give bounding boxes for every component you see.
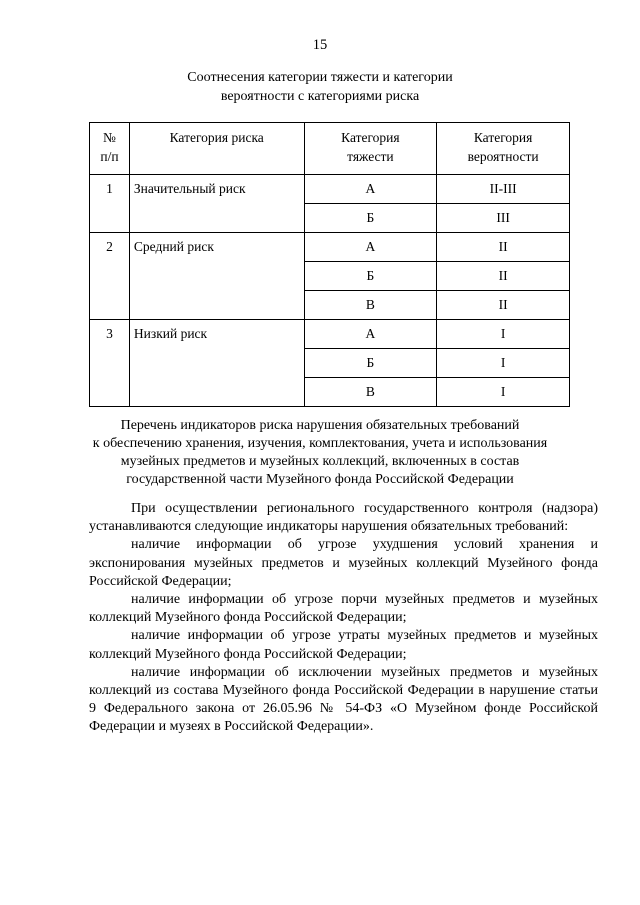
- row-severity: Б: [304, 262, 437, 291]
- indicator-paragraph: наличие информации об исключении музейных предметов и музейных коллекций из состава Музейного фонда Российской Федерации в нарушение статьи 9 Федерального закона от 26.05.96 № 54-ФЗ «О Музейном фонде Российской Федерации и музеях в Российской Федерации».: [89, 664, 598, 735]
- header-severity-line-2: тяжести: [347, 149, 394, 164]
- list-title-line-2: к обеспечению хранения, изучения, комплектования, учета и использования: [92, 436, 548, 451]
- row-probability: II: [437, 262, 570, 291]
- row-severity: Б: [304, 349, 437, 378]
- table-title: [0, 68, 640, 106]
- indicator-paragraph: наличие информации об угрозе ухудшения условий хранения и экспонирования музейных предметов и музейных коллекций Музейного фонда Российской Федерации;: [89, 537, 598, 589]
- row-severity: А: [304, 233, 437, 262]
- row-num: 1: [90, 175, 130, 233]
- row-probability: I: [437, 349, 570, 378]
- row-probability: III: [437, 204, 570, 233]
- row-severity: А: [304, 320, 437, 349]
- list-title-line-1: Перечень индикаторов риска нарушения обязательных требований: [120, 418, 520, 433]
- table-title-line-1: Соотнесения категории тяжести и категории: [187, 70, 453, 85]
- row-num: 2: [90, 233, 130, 320]
- header-num: [90, 123, 130, 175]
- table-row: [90, 233, 570, 262]
- row-severity: А: [304, 175, 437, 204]
- list-title-line-3: музейных предметов и музейных коллекций, включенных в состав: [120, 454, 520, 469]
- row-probability: I: [437, 320, 570, 349]
- header-probability-line-1: Категория: [473, 130, 533, 145]
- header-risk-category: Категория риска: [129, 123, 304, 175]
- row-probability: II: [437, 291, 570, 320]
- table-row: [90, 320, 570, 349]
- header-severity-line-1: Категория: [341, 130, 400, 145]
- header-probability-line-2: вероятности: [467, 149, 539, 164]
- indicator-paragraph: наличие информации об угрозе порчи музейных предметов и музейных коллекций Музейного фонда Российской Федерации;: [89, 592, 598, 626]
- row-probability: II: [437, 233, 570, 262]
- header-num-line-2: п/п: [100, 149, 119, 164]
- row-num: 3: [90, 320, 130, 407]
- header-probability: [437, 123, 570, 175]
- row-risk-category: Средний риск: [129, 233, 304, 320]
- row-severity: В: [304, 378, 437, 407]
- indicators-list-title: [0, 417, 640, 489]
- row-risk-category: Значительный риск: [129, 175, 304, 233]
- row-probability: I: [437, 378, 570, 407]
- row-risk-category: Низкий риск: [129, 320, 304, 407]
- row-severity: В: [304, 291, 437, 320]
- header-severity: [304, 123, 437, 175]
- risk-table: [89, 122, 570, 407]
- page-number: 15: [312, 37, 328, 53]
- intro-paragraph: При осуществлении регионального государственного контроля (надзора) устанавливаются следующие индикаторы нарушения обязательных требований:: [89, 501, 598, 535]
- table-row: [90, 175, 570, 204]
- table-title-line-2: вероятности с категориями риска: [220, 89, 420, 104]
- table-header-row: [90, 123, 570, 175]
- indicator-paragraph: наличие информации об угрозе утраты музейных предметов и музейных коллекций Музейного фонда Российской Федерации;: [89, 628, 598, 662]
- row-severity: Б: [304, 204, 437, 233]
- list-title-line-4: государственной части Музейного фонда Российской Федерации: [126, 472, 514, 487]
- row-probability: II-III: [437, 175, 570, 204]
- header-num-line-1: №: [103, 130, 116, 145]
- body-text: [89, 500, 598, 737]
